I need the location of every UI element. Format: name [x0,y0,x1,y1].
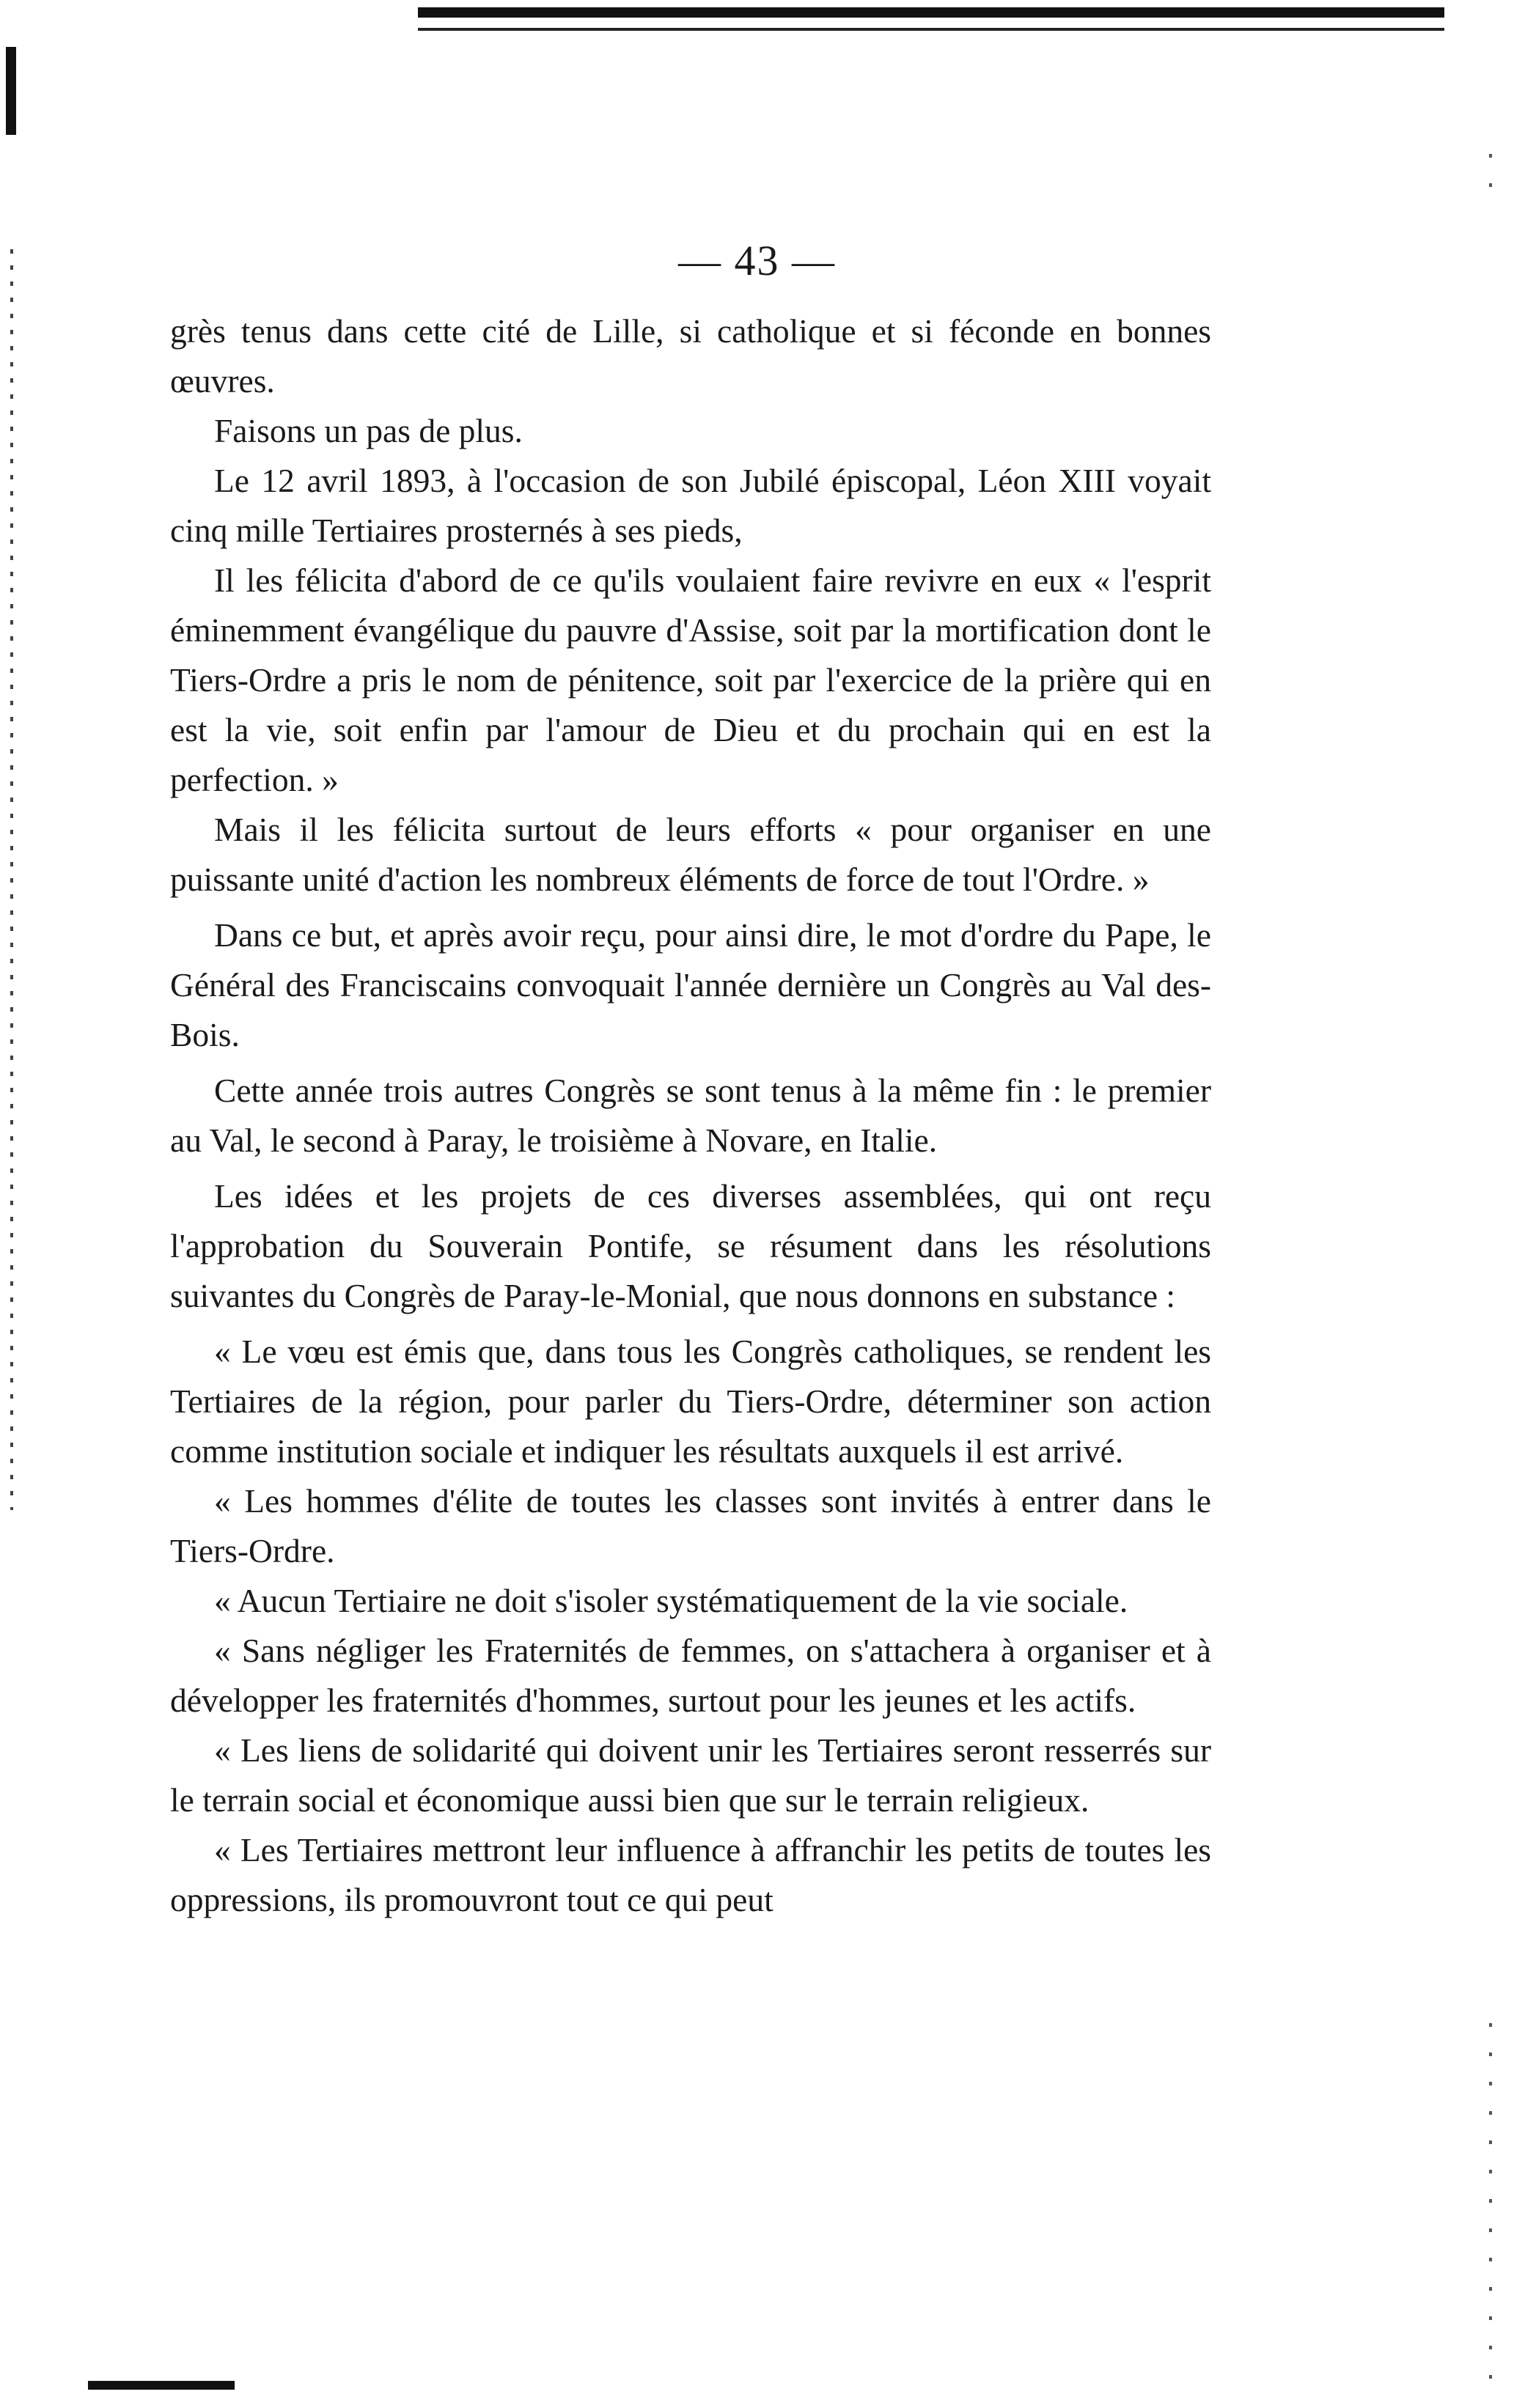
paragraph: Cette année trois autres Congrès se sont tenus à la même fin : le premier au Val, le second à Paray, le troisième à Novare, en Italie. [170,1072,1211,1159]
paragraph: Mais il les félicita surtout de leurs efforts « pour organiser en une puissante unité d'action les nombreux éléments de force de tout l'Ordre. » [170,811,1211,898]
paragraph: Les idées et les projets de ces diverses assemblées, qui ont reçu l'approbation du Souverain Pontife, se résument dans les résolutions suivantes du Congrès de Paray-le-Monial, que nous donnons en substance : [170,1177,1211,1314]
top-rule-thin [418,28,1444,31]
quoted-resolution: « Les hommes d'élite de toutes les classes sont invités à entrer dans le Tiers-Ordre. [170,1482,1211,1569]
page-text [170,306,1211,1925]
paragraph-continuation: grès tenus dans cette cité de Lille, si catholique et si féconde en bonnes œuvres. [170,312,1211,400]
right-edge-scan-dots-top [1489,154,1492,205]
paragraph: Le 12 avril 1893, à l'occasion de son Jubilé épiscopal, Léon XIII voyait cinq mille Tertiaires prosternés à ses pieds, [170,462,1211,549]
right-edge-scan-dots-bottom [1489,2023,1492,2390]
quoted-resolution: « Les Tertiaires mettront leur influence à affranchir les petits de toutes les oppressions, ils promouvront tout ce qui peut [170,1831,1211,1918]
top-rule [418,7,1444,18]
bottom-rule [88,2381,235,2390]
page-number: — 43 — [678,237,836,284]
quoted-resolution: « Les liens de solidarité qui doivent unir les Tertiaires seront resserrés sur le terrain social et économique aussi bien que sur le terrain religieux. [170,1731,1211,1819]
quoted-resolution: « Sans négliger les Fraternités de femmes, on s'attachera à organiser et à développer les fraternités d'hommes, surtout pour les jeunes et les actifs. [170,1632,1211,1719]
paragraph: Dans ce but, et après avoir reçu, pour ainsi dire, le mot d'ordre du Pape, le Général des Franciscains convoquait l'année dernière un Congrès au Val des-Bois. [170,916,1211,1053]
quoted-resolution: « Le vœu est émis que, dans tous les Congrès catholiques, se rendent les Tertiaires de la région, pour parler du Tiers-Ordre, déterminer son action comme institution sociale et indiquer les résultats auxquels il est arrivé. [170,1333,1211,1470]
paragraph: Faisons un pas de plus. [214,412,523,449]
quoted-resolution: « Aucun Tertiaire ne doit s'isoler systématiquement de la vie sociale. [214,1582,1128,1619]
left-edge-scan-mark [6,47,16,135]
left-edge-scan-dots [10,249,13,1510]
paragraph: Il les félicita d'abord de ce qu'ils voulaient faire revivre en eux « l'esprit éminemment évangélique du pauvre d'Assise, soit par la mortification dont le Tiers-Ordre a pris le nom de pénitence, soit par l'exercice de la prière qui en est la vie, soit enfin par l'amour de Dieu et du prochain qui en est la perfection. » [170,562,1211,798]
